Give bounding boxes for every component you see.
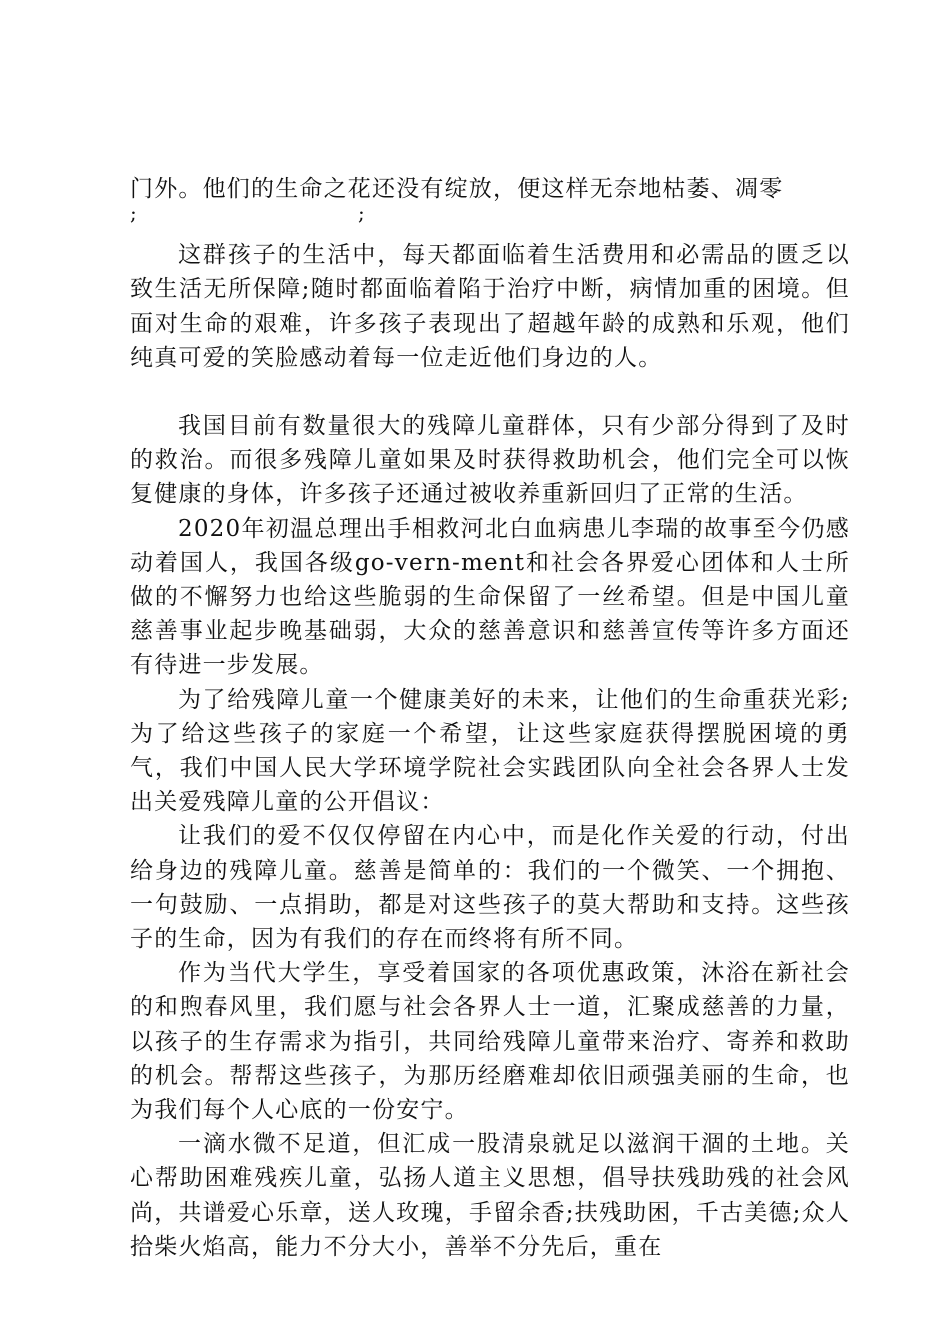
paragraph-continuation: 门外。他们的生命之花还没有绽放，便这样无奈地枯萎、凋零	[130, 176, 784, 202]
semicolon-mark: ;	[130, 201, 138, 226]
document-body	[130, 172, 850, 1264]
stray-semicolons	[130, 200, 850, 226]
paragraph-drop-of-water: 一滴水微不足道，但汇成一股清泉就足以滋润干涸的土地。关心帮助困难残疾儿童，弘扬人道主义思想，倡导扶残助残的社会风尚，共谱爱心乐章，送人玫瑰，手留余香;扶残助困，千古美德;众人拾柴火焰高，能力不分大小，善举不分先后，重在	[130, 1131, 850, 1260]
paragraph-premier-story: 2020年初温总理出手相救河北白血病患儿李瑞的故事至今仍感动着国人，我国各级go-vern-ment和社会各界爱心团体和人士所做的不懈努力也给这些脆弱的生命保留了一丝希望。但是中国儿童慈善事业起步晚基础弱，大众的慈善意识和慈善宣传等许多方面还有待进一步发展。	[130, 515, 850, 679]
semicolon-mark: ;	[358, 201, 366, 226]
paragraph-disabled-children-group: 我国目前有数量很大的残障儿童群体，只有少部分得到了及时的救治。而很多残障儿童如果及时获得救助机会，他们完全可以恢复健康的身体，许多孩子还通过被收养重新回归了正常的生活。	[130, 413, 850, 508]
paragraph-students: 作为当代大学生，享受着国家的各项优惠政策，沐浴在新社会的和煦春风里，我们愿与社会各界人士一道，汇聚成慈善的力量，以孩子的生存需求为指引，共同给残障儿童带来治疗、寄养和救助的机会。帮帮这些孩子，为那历经磨难却依旧顽强美丽的生命，也为我们每个人心底的一份安宁。	[130, 960, 850, 1124]
paragraph-children-hardship: 这群孩子的生活中，每天都面临着生活费用和必需品的匮乏以致生活无所保障;随时都面临着陷于治疗中断，病情加重的困境。但面对生命的艰难，许多孩子表现出了超越年龄的成熟和乐观，他们纯真可爱的笑脸感动着每一位走近他们身边的人。	[130, 242, 850, 371]
paragraph-initiative: 为了给残障儿童一个健康美好的未来，让他们的生命重获光彩;为了给这些孩子的家庭一个希望，让这些家庭获得摆脱困境的勇气，我们中国人民大学环境学院社会实践团队向全社会各界人士发出关爱残障儿童的公开倡议：	[130, 686, 850, 816]
paragraph-love-in-action: 让我们的爱不仅仅停留在内心中，而是化作关爱的行动，付出给身边的残障儿童。慈善是简单的：我们的一个微笑、一个拥抱、一句鼓励、一点捐助，都是对这些孩子的莫大帮助和支持。这些孩子的生命，因为有我们的存在而终将有所不同。	[130, 823, 850, 953]
